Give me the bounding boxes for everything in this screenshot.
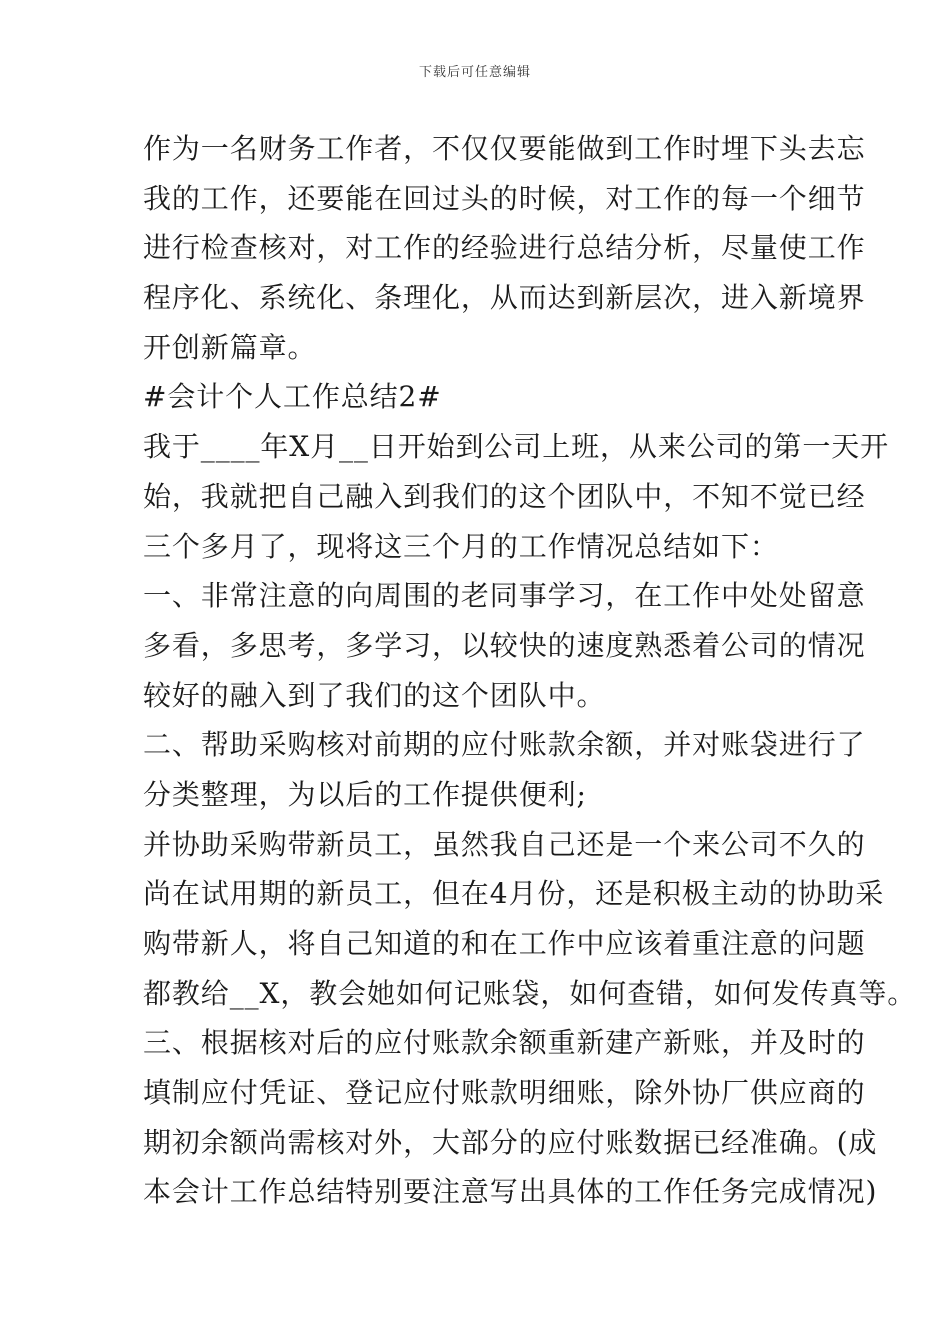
body-line: 进行检查核对，对工作的经验进行总结分析，尽量使工作 xyxy=(143,231,866,265)
body-line: 二、帮助采购核对前期的应付账款余额，并对账袋进行了 xyxy=(143,728,866,762)
body-line: 多看，多思考，多学习，以较快的速度熟悉着公司的情况 xyxy=(143,628,866,662)
body-line: 都教给__X，教会她如何记账袋，如何查错，如何发传真等。 xyxy=(143,976,917,1010)
body-line: 开创新篇章。 xyxy=(143,330,317,364)
body-line: 购带新人，将自己知道的和在工作中应该着重注意的问题 xyxy=(143,927,866,960)
body-line: 分类整理，为以后的工作提供便利; xyxy=(143,777,587,811)
body-line: 填制应付凭证、登记应付账款明细账，除外协厂供应商的 xyxy=(143,1076,866,1110)
body-line: 本会计工作总结特别要注意写出具体的工作任务完成情况) xyxy=(143,1175,878,1209)
body-line: 三、根据核对后的应付账款余额重新建产新账，并及时的 xyxy=(143,1026,866,1060)
body-line: 我的工作，还要能在回过头的时候，对工作的每一个细节 xyxy=(143,181,866,215)
body-line: 期初余额尚需核对外，大部分的应付账数据已经准确。(成 xyxy=(143,1125,878,1159)
body-line: 较好的融入到了我们的这个团队中。 xyxy=(143,678,606,712)
body-line: 作为一名财务工作者，不仅仅要能做到工作时埋下头去忘 xyxy=(143,132,866,165)
body-line: 我于____年X月__日开始到公司上班，从来公司的第一天开 xyxy=(143,430,890,464)
section-heading: #会计个人工作总结2# xyxy=(143,380,442,414)
body-line: 程序化、系统化、条理化，从而达到新层次，进入新境界 xyxy=(143,281,866,315)
body-line: 始，我就把自己融入到我们的这个团队中，不知不觉已经 xyxy=(143,479,866,513)
body-line: 三个多月了，现将这三个月的工作情况总结如下： xyxy=(143,529,779,563)
page-header: 下载后可任意编辑 xyxy=(418,65,531,80)
body-line: 一、非常注意的向周围的老同事学习，在工作中处处留意 xyxy=(143,579,866,613)
body-line: 并协助采购带新员工，虽然我自己还是一个来公司不久的 xyxy=(143,827,866,861)
document-body xyxy=(143,124,917,1217)
body-line: 尚在试用期的新员工，但在4月份，还是积极主动的协助采 xyxy=(143,877,885,911)
